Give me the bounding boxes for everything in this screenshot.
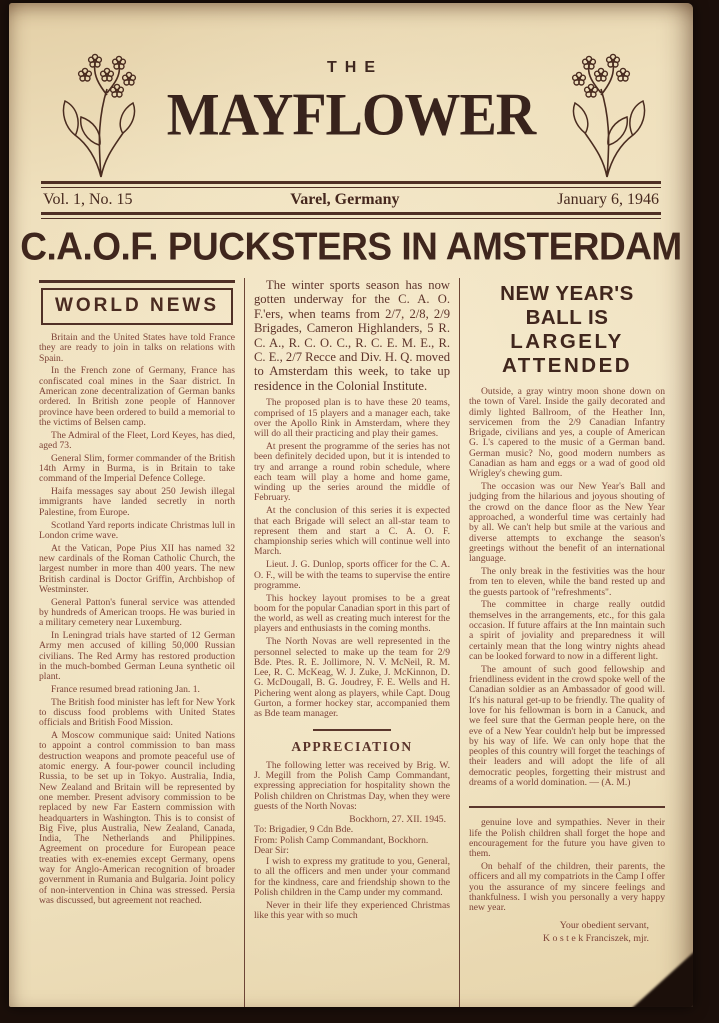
paragraph: France resumed bread rationing Jan. 1. <box>51 684 200 695</box>
paragraph: General Slim, former commander of the British 14th Army in Burma, is in Britain to take command of the Imperial Defence College. <box>39 452 235 485</box>
paragraph: At present the programme of the series has not been definitely decided upon, but it is intended to try and arrange a round robin schedule, where each team will play a home and home game, winding up the series around the middle of February. <box>254 440 450 504</box>
lead-paragraph: The winter sports season has now gotten underway for the C. A. O. F.'ers, when teams from 2/7, 2/8, 2/9 Brigades, Cameron Highlanders, 5 R. C. A., R. C. O. C., R. C. E. M. E., R. C. E., 2/7 Recce and Div. H. Q. moved to Amsterdam this week, to take up residence in the Colonial Institute. <box>254 278 450 393</box>
letter-valediction: Your obedient servant, <box>559 920 649 932</box>
paragraph: The amount of such good fellowship and friendliness evident in the crowd spoke well of the Canadian soldier as an Ambassador of good will. It's his natural get-up to be friendly. The quality of love for his fellowman is born in a Canuck, and we feel sure that the German people here, on the eve of a New Year couldn't help but be impressed by his way of life. We can only hope that the peoples of this country will forget the teachings of their leaders and will adopt the life of all democratic peoples, forgetting their mistrust and dreams of a world domination. — (A. M.) <box>469 663 665 788</box>
paragraph: At the Vatican, Pope Pius XII has named 32 new cardinals of the Roman Catholic Church, the largest number in more than 400 years. The new British cardinal is Doctor Griffin, Archbishop of Westminster. <box>39 542 235 595</box>
letter-signature: K o s t e k Franciszek, mjr. <box>542 933 649 945</box>
letter-place-date: Bockhorn, 27. XII. 1945. <box>349 813 446 825</box>
paragraph: I wish to express my gratitude to you, General, to all the officers and men under your command for the kindness, care and friendship shown to the Polish children in the Camp under my command. <box>254 856 450 898</box>
main-headline: C.A.O.F. PUCKSTERS IN AMSTERDAM <box>20 224 682 268</box>
paragraph: The proposed plan is to have these 20 teams, comprised of 15 players and a manager each, take over the Apollo Rink in Amsterdam, where they will do all their practicing and play their games. <box>254 397 450 440</box>
paragraph: In the French zone of Germany, France has confiscated coal mines in the Saar district. In American zone decentralization of German banks ordered. In British zone people of Hannover province have been ordered to build a memorial to the victims of Belsen camp. <box>39 365 235 428</box>
letter-closing <box>469 919 665 945</box>
paragraph: Britain and the United States have told France they are ready to join in talks on relations with Spain. <box>39 332 235 364</box>
newspaper-title: MAYFLOWER <box>166 81 536 149</box>
world-news-body <box>39 333 235 906</box>
paragraph: A Moscow communique said: United Nations to appoint a control commission to ban mass destruction weapons and promote peaceful use of atomic energy. A four-power council including Russia, to be set up in Tokyo. Australia, India, New Zealand and Britain will be represented by one member. Present advisory commission to be replaced by new Far Eastern commission with headquarters in Washington. This is to consist of Big Five, plus Australia, New Zealand, Canada, India, The Netherlands and Philippines. Agreement on procedure for European peace treaties with ex-enemies except Germany, opens way for Anglo-American recognition of broader government in Rumania and Bulgaria. Joint policy of non-intervention in China was stressed. Persia was discussed, but agreement not reached. <box>39 730 235 906</box>
dateline-bottom-rule <box>41 212 661 219</box>
letter-continuation-rule <box>469 806 665 808</box>
paragraph: The occasion was our New Year's Ball and judging from the hilarious and joyous shouting of the crowd on the dance floor as the New Year approached, a wonderful time was certainly had by all. We can't help but smile at the various and diverse attempts to exchange the season's greetings without the benefit of an international language. <box>469 481 665 565</box>
appreciation-heading: APPRECIATION <box>291 738 413 754</box>
paragraph: Never in their life they experienced Christmas like this year with so much <box>254 899 450 921</box>
paragraph: On behalf of the children, their parents, the officers and all my compatriots in the Camp I offer you the assurance of my sincere feelings and thankfulness. I wish you personally a very happy new year. <box>469 860 665 914</box>
ball-story-heading <box>469 282 665 378</box>
article-columns <box>39 278 665 1007</box>
column-main-story <box>244 278 460 1007</box>
letter-to: To: Brigadier, 9 Cdn Bde. <box>254 824 354 836</box>
paragraph: The committee in charge really outdid themselves in the arrangements, etc., for this gala occasion. If future affairs at the Inn maintain such a spirit of joviality and preparedness it will certainly mean that the long wintry nights ahead can be looked forward to now in a different light. <box>469 599 665 662</box>
paragraph: This hockey layout promises to be a great boom for the popular Canadian sport in this part of the world, as well as creating much interest for the players and enthusiasts in the coming months. <box>254 592 450 635</box>
paragraph: Scotland Yard reports indicate Christmas lull in London crime wave. <box>39 519 235 541</box>
paragraph: Outside, a gray wintry moon shone down on the town of Varel. Inside the gaily decorated and dimly lighted Ballroom, of the Heather Inn, servicemen from the 2/9 Canadian Infantry Brigade, civilians and yes, a couple of American G. I.'s capered to the music of a German band. German music? No, good modern numbers as Canadian as ham and eggs or a wad of good old Wrigley's chewing gum. <box>469 386 665 480</box>
paragraph: The only break in the festivities was the hour from ten to eleven, while the band rested up and the guests partook of "refreshments". <box>469 566 665 598</box>
paragraph: The British food minister has left for New York to discuss food problems with United States officials and British Food Mission. <box>39 696 235 729</box>
section-divider <box>313 729 391 731</box>
letter-salutation: Dear Sir: <box>254 845 289 857</box>
publication-place: Varel, Germany <box>290 191 400 208</box>
paragraph: General Patton's funeral service was attended by hundreds of American troops. He was buried in a military cemetery near Luxemburg. <box>39 596 235 629</box>
paragraph: At the conclusion of this series it is expected that each Brigade will select an all-star team to represent them and start a C. A. O. F. championship series which will continue well into March. <box>254 505 450 558</box>
ball-heading-line2: LARGELY ATTENDED <box>501 330 633 377</box>
main-story-lead <box>254 278 450 393</box>
letter-header <box>254 815 450 857</box>
world-news-heading: WORLD NEWS <box>41 288 233 325</box>
paragraph: The Admiral of the Fleet, Lord Keyes, has died, aged 73. <box>39 429 235 451</box>
paragraph: The North Novas are well represented in the personnel selected to make up the team for 2/9 Bde. Ptes. R. E. Jollimore, N. V. McNeil, R. M. Lee, R. C. McKeag, W. J. Zuke, J. McKinnon, D. G. McDougall, B. G. Joudrey, F. E. Wells and H. Pichering went along as players, while Capt. Doug Gurton, a former hockey star, accompanied them as Bde team manager. <box>254 636 450 720</box>
letter-body <box>254 857 450 921</box>
column-rule <box>39 280 235 283</box>
ball-story-body <box>469 387 665 788</box>
masthead <box>9 3 693 181</box>
paragraph: In Leningrad trials have started of 12 German Army men accused of killing 50,000 Russian civilians. The Red Army has restored production in the much-bombed German Leuna synthetic oil plant. <box>39 630 235 683</box>
column-ball-story <box>460 278 665 1007</box>
ball-heading-line1: NEW YEAR'S BALL IS <box>500 282 634 329</box>
column-world-news <box>39 278 244 1007</box>
paragraph: genuine love and sympathies. Never in their life the Polish children shall forget the hope and encouragement for the future you have given to them. <box>469 817 665 860</box>
letter-from: From: Polish Camp Commandant, Bockhorn. <box>254 834 429 846</box>
paragraph: Lieut. J. G. Dunlop, sports officer for the C. A. O. F., will be with the teams to supervise the entire programme. <box>254 559 450 591</box>
appreciation-intro: The following letter was received by Brig. W. J. Megill from the Polish Camp Commandant, expressing appreciation for hospitality shown the Polish children on Christmas Day, when they were guests of the North Novas: <box>254 759 450 812</box>
newspaper-page <box>9 3 693 1007</box>
volume-number: Vol. 1, No. 15 <box>43 191 133 208</box>
main-story-body <box>254 398 450 719</box>
paragraph: Haifa messages say about 250 Jewish illegal immigrants have landed secretly in north Palestine, from Europe. <box>39 486 235 518</box>
letter-continuation-body <box>469 818 665 913</box>
dateline <box>43 191 659 209</box>
masthead-kicker: THE <box>327 59 383 76</box>
publication-date: January 6, 1946 <box>557 191 659 208</box>
